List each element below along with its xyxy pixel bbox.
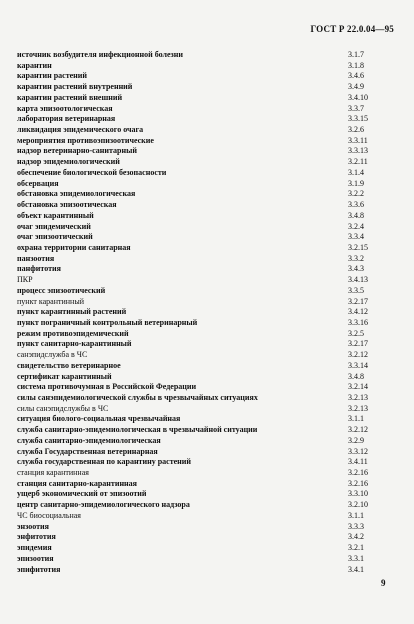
index-section-ref: 3.2.1 bbox=[348, 543, 364, 553]
term-index-list bbox=[17, 50, 379, 575]
index-term: служба санитарно-эпидемиологическая в чрезвычайной ситуации bbox=[17, 425, 258, 435]
index-term: энфитотия bbox=[17, 532, 56, 542]
index-entry bbox=[17, 554, 379, 565]
index-section-ref: 3.3.2 bbox=[348, 253, 364, 263]
index-section-ref: 3.3.16 bbox=[348, 317, 368, 327]
index-term: силы санэпидслужбы в ЧС bbox=[17, 403, 109, 413]
index-term: эпидемия bbox=[17, 543, 52, 553]
index-section-ref: 3.3.4 bbox=[348, 232, 364, 242]
index-term: очаг эпизоотический bbox=[17, 232, 93, 242]
index-section-ref: 3.2.12 bbox=[348, 350, 368, 360]
index-section-ref: 3.3.15 bbox=[348, 114, 368, 124]
index-term: станция карантинная bbox=[17, 468, 89, 478]
index-entry bbox=[17, 297, 379, 308]
index-section-ref: 3.2.13 bbox=[348, 393, 368, 402]
index-section-ref: 3.2.16 bbox=[348, 468, 368, 478]
index-term: карантин растений внешний bbox=[17, 92, 123, 102]
index-entry bbox=[17, 372, 379, 383]
index-entry bbox=[17, 489, 379, 500]
index-section-ref: 3.3.13 bbox=[348, 146, 368, 156]
index-term: объект карантинный bbox=[17, 210, 94, 220]
index-term: лаборатория ветеринарная bbox=[17, 114, 116, 124]
index-term: санэпидслужба в ЧС bbox=[17, 350, 88, 360]
index-term: служба санитарно-эпидемиологическая bbox=[17, 435, 161, 445]
index-section-ref: 3.3.1 bbox=[348, 553, 364, 563]
index-entry bbox=[17, 414, 379, 425]
index-section-ref: 3.2.9 bbox=[348, 435, 364, 445]
index-section-ref: 3.3.7 bbox=[348, 103, 364, 113]
index-section-ref: 3.4.2 bbox=[348, 532, 364, 542]
index-term: система противочумная в Российской Федерации bbox=[17, 382, 197, 392]
index-section-ref: 3.2.12 bbox=[348, 425, 368, 435]
index-entry bbox=[17, 522, 379, 533]
index-term: ПКР bbox=[17, 275, 33, 285]
index-entry bbox=[17, 447, 379, 458]
index-term: сертификат карантинный bbox=[17, 371, 112, 381]
index-section-ref: 3.4.13 bbox=[348, 275, 368, 285]
index-term: эпифитотия bbox=[17, 564, 61, 574]
index-term: эпизоотия bbox=[17, 553, 54, 563]
index-entry bbox=[17, 168, 379, 179]
index-section-ref: 3.1.1 bbox=[348, 414, 364, 424]
index-section-ref: 3.2.6 bbox=[348, 125, 364, 135]
index-term: пункт санитарно-карантинный bbox=[17, 339, 132, 349]
index-section-ref: 3.4.6 bbox=[348, 71, 364, 81]
index-term: энзоотия bbox=[17, 521, 49, 531]
index-term: ситуация биолого-социальная чрезвычайная bbox=[17, 414, 181, 424]
index-term: карта эпизоотологическая bbox=[17, 103, 113, 113]
index-entry bbox=[17, 307, 379, 318]
index-section-ref: 3.1.7 bbox=[348, 50, 364, 59]
index-entry bbox=[17, 543, 379, 554]
index-section-ref: 3.2.14 bbox=[348, 382, 368, 392]
index-entry bbox=[17, 436, 379, 447]
index-entry bbox=[17, 232, 379, 243]
index-entry bbox=[17, 157, 379, 168]
index-entry bbox=[17, 479, 379, 490]
index-entry bbox=[17, 500, 379, 511]
index-term: охрана территории санитарная bbox=[17, 242, 131, 252]
index-entry bbox=[17, 350, 379, 361]
index-section-ref: 3.3.12 bbox=[348, 446, 368, 456]
index-section-ref: 3.3.3 bbox=[348, 521, 364, 531]
index-term: пункт пограничный контрольный ветеринарный bbox=[17, 317, 198, 327]
index-term: служба государственная по карантину растений bbox=[17, 457, 192, 467]
index-section-ref: 3.3.6 bbox=[348, 200, 364, 210]
index-term: карантин растений bbox=[17, 71, 88, 81]
index-entry bbox=[17, 146, 379, 157]
index-entry bbox=[17, 114, 379, 125]
index-term: панфитотия bbox=[17, 264, 61, 274]
index-entry bbox=[17, 243, 379, 254]
index-term: силы санэпидемиологической службы в чрезвычайных ситуациях bbox=[17, 393, 258, 402]
index-term: процесс эпизоотический bbox=[17, 285, 106, 295]
index-section-ref: 3.2.15 bbox=[348, 242, 368, 252]
index-entry bbox=[17, 93, 379, 104]
index-term: мероприятия противоэпизоотические bbox=[17, 135, 154, 145]
index-entry bbox=[17, 339, 379, 350]
index-section-ref: 3.1.4 bbox=[348, 167, 364, 177]
index-term: станция санитарно-карантинная bbox=[17, 478, 137, 488]
index-term: обстановка эпизоотическая bbox=[17, 200, 117, 210]
index-section-ref: 3.4.11 bbox=[348, 457, 368, 467]
index-term: карантин bbox=[17, 60, 52, 70]
index-entry bbox=[17, 382, 379, 393]
index-term: панзоотия bbox=[17, 253, 55, 263]
index-term: ликвидация эпидемического очага bbox=[17, 125, 144, 135]
index-section-ref: 3.2.5 bbox=[348, 328, 364, 338]
index-entry bbox=[17, 511, 379, 522]
index-entry bbox=[17, 211, 379, 222]
index-entry bbox=[17, 179, 379, 190]
index-entry bbox=[17, 329, 379, 340]
index-entry bbox=[17, 425, 379, 436]
index-term: обстановка эпидемиологическая bbox=[17, 189, 136, 199]
index-entry bbox=[17, 82, 379, 93]
index-section-ref: 3.2.10 bbox=[348, 500, 368, 510]
index-term: источник возбудителя инфекционной болезни bbox=[17, 50, 183, 59]
index-entry bbox=[17, 136, 379, 147]
index-entry bbox=[17, 61, 379, 72]
index-entry bbox=[17, 200, 379, 211]
index-term: пункт карантинный bbox=[17, 296, 84, 306]
index-term: очаг эпидемический bbox=[17, 221, 91, 231]
index-section-ref: 3.4.1 bbox=[348, 564, 364, 574]
index-section-ref: 3.2.11 bbox=[348, 157, 368, 167]
index-entry bbox=[17, 125, 379, 136]
index-section-ref: 3.3.14 bbox=[348, 360, 368, 370]
index-entry bbox=[17, 50, 379, 61]
index-section-ref: 3.2.16 bbox=[348, 478, 368, 488]
index-section-ref: 3.4.12 bbox=[348, 307, 368, 317]
index-entry bbox=[17, 254, 379, 265]
index-section-ref: 3.1.9 bbox=[348, 178, 364, 188]
index-section-ref: 3.3.10 bbox=[348, 489, 368, 499]
index-term: карантин растений внутренний bbox=[17, 82, 133, 92]
index-section-ref: 3.4.8 bbox=[348, 371, 364, 381]
index-entry bbox=[17, 222, 379, 233]
index-entry bbox=[17, 264, 379, 275]
index-section-ref: 3.2.13 bbox=[348, 403, 368, 413]
index-entry bbox=[17, 468, 379, 479]
index-section-ref: 3.4.3 bbox=[348, 264, 364, 274]
index-section-ref: 3.2.17 bbox=[348, 296, 368, 306]
index-term: служба Государственная ветеринарная bbox=[17, 446, 158, 456]
index-term: свидетельство ветеринарное bbox=[17, 360, 121, 370]
index-term: надзор эпидемиологический bbox=[17, 157, 120, 167]
index-entry bbox=[17, 71, 379, 82]
index-entry bbox=[17, 404, 379, 415]
index-section-ref: 3.1.8 bbox=[348, 60, 364, 70]
index-entry bbox=[17, 361, 379, 372]
index-term: надзор ветеринарно-санитарный bbox=[17, 146, 137, 156]
index-section-ref: 3.4.8 bbox=[348, 210, 364, 220]
index-section-ref: 3.3.11 bbox=[348, 135, 368, 145]
index-entry bbox=[17, 318, 379, 329]
index-section-ref: 3.2.4 bbox=[348, 221, 364, 231]
index-section-ref: 3.2.17 bbox=[348, 339, 368, 349]
page-number: 9 bbox=[381, 578, 386, 588]
index-section-ref: 3.3.5 bbox=[348, 285, 364, 295]
index-entry bbox=[17, 189, 379, 200]
index-entry bbox=[17, 565, 379, 576]
index-term: ЧС биосоциальная bbox=[17, 510, 81, 520]
index-entry bbox=[17, 393, 379, 404]
page-header: ГОСТ Р 22.0.04—95 bbox=[310, 24, 394, 34]
index-entry bbox=[17, 532, 379, 543]
index-section-ref: 3.4.9 bbox=[348, 82, 364, 92]
index-entry bbox=[17, 104, 379, 115]
index-section-ref: 3.1.1 bbox=[348, 510, 364, 520]
index-entry bbox=[17, 457, 379, 468]
index-term: обеспечение биологической безопасности bbox=[17, 167, 167, 177]
index-term: пункт карантинный растений bbox=[17, 307, 127, 317]
index-section-ref: 3.4.10 bbox=[348, 92, 368, 102]
index-term: ущерб экономический от эпизоотий bbox=[17, 489, 147, 499]
index-entry bbox=[17, 275, 379, 286]
index-section-ref: 3.2.2 bbox=[348, 189, 364, 199]
index-term: центр санитарно-эпидемиологического надзора bbox=[17, 500, 190, 510]
index-entry bbox=[17, 286, 379, 297]
index-term: режим противоэпидемический bbox=[17, 328, 129, 338]
index-term: обсервация bbox=[17, 178, 59, 188]
